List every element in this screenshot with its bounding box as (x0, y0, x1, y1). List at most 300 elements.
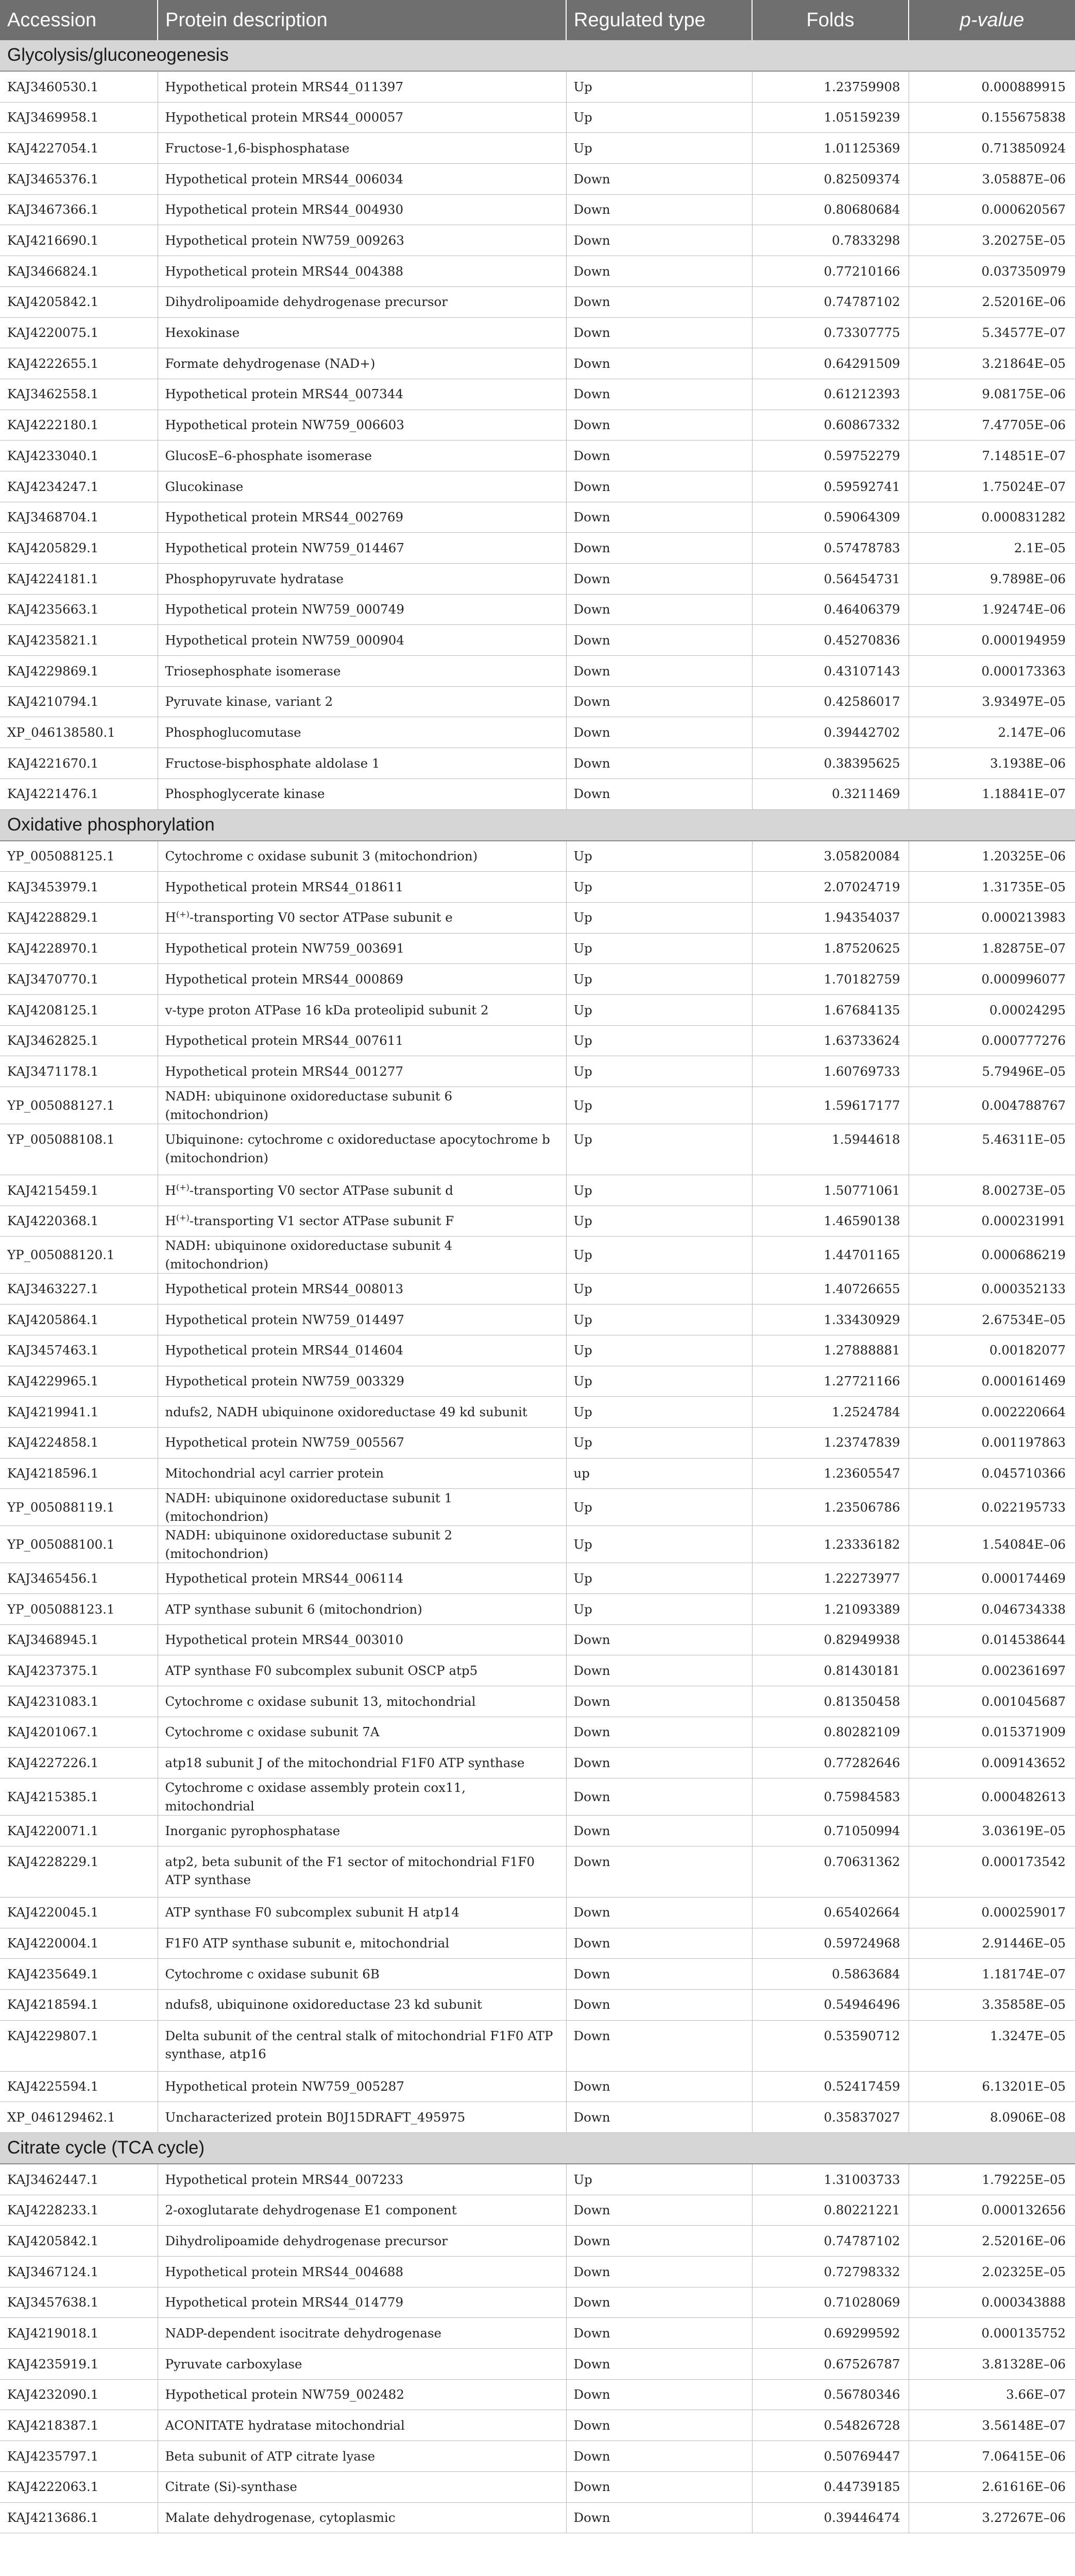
table-row (0, 1717, 1075, 1748)
folds-cell: 0.56780346 (752, 2379, 909, 2410)
accession-cell: KAJ3457463.1 (0, 1335, 158, 1366)
accession-cell: KAJ4235821.1 (0, 625, 158, 656)
folds-cell: 1.22273977 (752, 1563, 909, 1594)
table-row (0, 1594, 1075, 1625)
folds-cell: 0.7833298 (752, 225, 909, 256)
description-cell: F1F0 ATP synthase subunit e, mitochondrial (158, 1928, 566, 1959)
regulated-type-cell: Down (566, 1897, 752, 1928)
pvalue-cell: 7.47705E–06 (909, 410, 1075, 440)
regulated-type-cell: Down (566, 686, 752, 717)
regulated-type-cell: Down (566, 225, 752, 256)
folds-cell: 0.71028069 (752, 2287, 909, 2318)
accession-cell: KAJ4235919.1 (0, 2349, 158, 2380)
accession-cell: KAJ3463227.1 (0, 1274, 158, 1304)
folds-cell: 1.05159239 (752, 102, 909, 133)
accession-cell: KAJ4231083.1 (0, 1686, 158, 1717)
regulated-type-cell: Down (566, 2502, 752, 2533)
pvalue-cell: 3.20275E–05 (909, 225, 1075, 256)
folds-cell: 0.56454731 (752, 564, 909, 595)
regulated-type-cell: Up (566, 1175, 752, 1206)
accession-cell: KAJ4225594.1 (0, 2071, 158, 2102)
pvalue-cell: 2.52016E–06 (909, 2226, 1075, 2257)
header-pvalue (909, 0, 1075, 40)
table-row (0, 2471, 1075, 2502)
folds-cell: 0.77210166 (752, 256, 909, 287)
regulated-type-cell: Down (566, 2410, 752, 2441)
regulated-type-cell: Down (566, 2349, 752, 2380)
description-cell: Mitochondrial acyl carrier protein (158, 1458, 566, 1489)
pvalue-cell: 0.045710366 (909, 1458, 1075, 1489)
folds-cell: 0.61212393 (752, 379, 909, 410)
accession-cell: KAJ4215459.1 (0, 1175, 158, 1206)
description-cell: Cytochrome c oxidase assembly protein cox11, mitochondrial (158, 1778, 566, 1816)
accession-cell: KAJ4220071.1 (0, 1816, 158, 1846)
accession-cell: KAJ4205829.1 (0, 533, 158, 564)
table-row (0, 2195, 1075, 2226)
regulated-type-cell: Down (566, 1717, 752, 1748)
description-cell: Cytochrome c oxidase subunit 3 (mitochondrion) (158, 841, 566, 872)
pvalue-cell: 0.000231991 (909, 1206, 1075, 1236)
pvalue-cell: 0.022195733 (909, 1489, 1075, 1526)
regulated-type-cell: Down (566, 1959, 752, 1990)
folds-cell: 0.38395625 (752, 748, 909, 779)
pvalue-cell: 0.000352133 (909, 1274, 1075, 1304)
table-row (0, 1366, 1075, 1397)
regulated-type-cell: Down (566, 164, 752, 195)
table-row (0, 656, 1075, 687)
accession-cell: KAJ4218387.1 (0, 2410, 158, 2441)
description-cell: Hypothetical protein NW759_003691 (158, 933, 566, 964)
pvalue-cell: 0.000161469 (909, 1366, 1075, 1397)
accession-cell: KAJ3471178.1 (0, 1056, 158, 1087)
folds-cell: 0.59064309 (752, 502, 909, 533)
accession-cell: KAJ4222063.1 (0, 2471, 158, 2502)
pvalue-cell: 2.61616E–06 (909, 2471, 1075, 2502)
accession-cell: KAJ4229869.1 (0, 656, 158, 687)
accession-cell: KAJ4228829.1 (0, 902, 158, 933)
regulated-type-cell: Down (566, 748, 752, 779)
folds-cell: 1.23336182 (752, 1526, 909, 1563)
description-cell: NADH: ubiquinone oxidoreductase subunit 6 (mitochondrion) (158, 1087, 566, 1124)
description-cell: H(+)-transporting V1 sector ATPase subunit F (158, 1206, 566, 1236)
regulated-type-cell: up (566, 1458, 752, 1489)
regulated-type-cell: Down (566, 2471, 752, 2502)
table-row (0, 2502, 1075, 2533)
description-cell: ndufs8, ubiquinone oxidoreductase 23 kd subunit (158, 1989, 566, 2020)
table-row (0, 933, 1075, 964)
table-row (0, 410, 1075, 440)
regulated-type-cell: Down (566, 2020, 752, 2071)
pvalue-cell: 0.046734338 (909, 1594, 1075, 1625)
pvalue-cell: 0.000194959 (909, 625, 1075, 656)
pvalue-cell: 1.31735E–05 (909, 872, 1075, 903)
pvalue-cell: 7.14851E–07 (909, 440, 1075, 471)
regulated-type-cell: Down (566, 2257, 752, 2287)
pvalue-cell: 5.46311E–05 (909, 1124, 1075, 1175)
folds-cell: 1.46590138 (752, 1206, 909, 1236)
table-row (0, 1304, 1075, 1335)
table-row (0, 841, 1075, 872)
description-cell: Ubiquinone: cytochrome c oxidoreductase apocytochrome b (mitochondrion) (158, 1124, 566, 1175)
description-cell: atp18 subunit J of the mitochondrial F1F0 ATP synthase (158, 1748, 566, 1778)
regulated-type-cell: Down (566, 1748, 752, 1778)
accession-cell: KAJ3470770.1 (0, 964, 158, 995)
accession-cell: KAJ4232090.1 (0, 2379, 158, 2410)
pvalue-cell: 0.009143652 (909, 1748, 1075, 1778)
table-row (0, 872, 1075, 903)
table-row (0, 2287, 1075, 2318)
description-cell: Hypothetical protein MRS44_011397 (158, 71, 566, 102)
pvalue-cell: 0.000213983 (909, 902, 1075, 933)
accession-cell: KAJ4205842.1 (0, 2226, 158, 2257)
folds-cell: 1.94354037 (752, 902, 909, 933)
section-title: Citrate cycle (TCA cycle) (0, 2132, 1075, 2164)
regulated-type-cell: Down (566, 410, 752, 440)
description-cell: Phosphopyruvate hydratase (158, 564, 566, 595)
section-title: Oxidative phosphorylation (0, 809, 1075, 841)
folds-cell: 1.2524784 (752, 1397, 909, 1428)
table-row (0, 1989, 1075, 2020)
folds-cell: 0.50769447 (752, 2441, 909, 2472)
pvalue-cell: 1.92474E–06 (909, 594, 1075, 625)
accession-cell: KAJ3469958.1 (0, 102, 158, 133)
table-row (0, 2257, 1075, 2287)
folds-cell: 0.57478783 (752, 533, 909, 564)
table-row (0, 1056, 1075, 1087)
accession-cell: KAJ4233040.1 (0, 440, 158, 471)
folds-cell: 0.59724968 (752, 1928, 909, 1959)
section-title: Glycolysis/gluconeogenesis (0, 40, 1075, 71)
description-cell: Pyruvate kinase, variant 2 (158, 686, 566, 717)
regulated-type-cell: Up (566, 2164, 752, 2195)
table-row (0, 533, 1075, 564)
accession-cell: KAJ4224858.1 (0, 1427, 158, 1458)
description-cell: Hypothetical protein MRS44_004388 (158, 256, 566, 287)
folds-cell: 1.60769733 (752, 1056, 909, 1087)
table-row (0, 164, 1075, 195)
table-row (0, 1397, 1075, 1428)
description-cell: Hypothetical protein MRS44_008013 (158, 1274, 566, 1304)
description-cell: Glucokinase (158, 471, 566, 502)
regulated-type-cell: Down (566, 194, 752, 225)
pvalue-cell: 9.7898E–06 (909, 564, 1075, 595)
folds-cell: 0.82949938 (752, 1624, 909, 1655)
folds-cell: 1.01125369 (752, 133, 909, 164)
table-header (0, 0, 1075, 40)
pvalue-cell: 0.000135752 (909, 2318, 1075, 2349)
table-row (0, 256, 1075, 287)
accession-cell: KAJ4205864.1 (0, 1304, 158, 1335)
description-cell: NADH: ubiquinone oxidoreductase subunit 1 (mitochondrion) (158, 1489, 566, 1526)
folds-cell: 1.23747839 (752, 1427, 909, 1458)
folds-cell: 1.70182759 (752, 964, 909, 995)
description-cell: Phosphoglycerate kinase (158, 778, 566, 809)
table-row (0, 1563, 1075, 1594)
section-header-row (0, 40, 1075, 71)
description-cell: H(+)-transporting V0 sector ATPase subunit e (158, 902, 566, 933)
table-row (0, 1748, 1075, 1778)
accession-cell: XP_046129462.1 (0, 2102, 158, 2133)
pvalue-cell: 0.015371909 (909, 1717, 1075, 1748)
description-cell: Hypothetical protein MRS44_000057 (158, 102, 566, 133)
accession-cell: KAJ4221670.1 (0, 748, 158, 779)
description-cell: Citrate (Si)-synthase (158, 2471, 566, 2502)
accession-cell: KAJ3467366.1 (0, 194, 158, 225)
description-cell: Cytochrome c oxidase subunit 7A (158, 1717, 566, 1748)
folds-cell: 0.75984583 (752, 1778, 909, 1816)
pvalue-cell: 0.000132656 (909, 2195, 1075, 2226)
pvalue-cell: 0.713850924 (909, 133, 1075, 164)
regulated-type-cell: Down (566, 2195, 752, 2226)
regulated-type-cell: Down (566, 502, 752, 533)
accession-cell: KAJ4220368.1 (0, 1206, 158, 1236)
header-accession: Accession (0, 0, 158, 40)
description-cell: Triosephosphate isomerase (158, 656, 566, 687)
accession-cell: KAJ4215385.1 (0, 1778, 158, 1816)
accession-cell: KAJ3466824.1 (0, 256, 158, 287)
regulated-type-cell: Down (566, 2226, 752, 2257)
description-cell: ATP synthase F0 subcomplex subunit OSCP atp5 (158, 1655, 566, 1686)
accession-cell: YP_005088123.1 (0, 1594, 158, 1625)
regulated-type-cell: Down (566, 471, 752, 502)
table-row (0, 1897, 1075, 1928)
regulated-type-cell: Up (566, 872, 752, 903)
regulated-type-cell: Up (566, 933, 752, 964)
folds-cell: 0.72798332 (752, 2257, 909, 2287)
accession-cell: KAJ4213686.1 (0, 2502, 158, 2533)
folds-cell: 0.39446474 (752, 2502, 909, 2533)
regulated-type-cell: Down (566, 317, 752, 348)
accession-cell: KAJ4235663.1 (0, 594, 158, 625)
accession-cell: KAJ4221476.1 (0, 778, 158, 809)
pvalue-cell: 0.000482613 (909, 1778, 1075, 1816)
description-cell: Hypothetical protein NW759_000904 (158, 625, 566, 656)
folds-cell: 0.80680684 (752, 194, 909, 225)
table-row (0, 71, 1075, 102)
pvalue-cell: 3.21864E–05 (909, 348, 1075, 379)
regulated-type-cell: Up (566, 1397, 752, 1428)
folds-cell: 0.64291509 (752, 348, 909, 379)
pvalue-cell: 3.03619E–05 (909, 1816, 1075, 1846)
folds-cell: 3.05820084 (752, 841, 909, 872)
description-cell: H(+)-transporting V0 sector ATPase subunit d (158, 1175, 566, 1206)
accession-cell: KAJ4218594.1 (0, 1989, 158, 2020)
accession-cell: KAJ4235649.1 (0, 1959, 158, 1990)
description-cell: NADH: ubiquinone oxidoreductase subunit 2 (mitochondrion) (158, 1526, 566, 1563)
regulated-type-cell: Up (566, 1206, 752, 1236)
folds-cell: 0.74787102 (752, 2226, 909, 2257)
folds-cell: 2.07024719 (752, 872, 909, 903)
description-cell: Cytochrome c oxidase subunit 6B (158, 1959, 566, 1990)
regulated-type-cell: Down (566, 1928, 752, 1959)
table-row (0, 2379, 1075, 2410)
accession-cell: KAJ4227054.1 (0, 133, 158, 164)
folds-cell: 0.74787102 (752, 286, 909, 317)
pvalue-cell: 7.06415E–06 (909, 2441, 1075, 2472)
table-row (0, 2226, 1075, 2257)
accession-cell: KAJ4237375.1 (0, 1655, 158, 1686)
folds-cell: 0.35837027 (752, 2102, 909, 2133)
accession-cell: KAJ4227226.1 (0, 1748, 158, 1778)
table-row (0, 1686, 1075, 1717)
table-row (0, 2102, 1075, 2133)
accession-cell: KAJ3462558.1 (0, 379, 158, 410)
accession-cell: KAJ4219941.1 (0, 1397, 158, 1428)
description-cell: Inorganic pyrophosphatase (158, 1816, 566, 1846)
header-pvalue-label: p-value (960, 9, 1025, 31)
accession-cell: YP_005088119.1 (0, 1489, 158, 1526)
pvalue-cell: 0.000343888 (909, 2287, 1075, 2318)
pvalue-cell: 3.56148E–07 (909, 2410, 1075, 2441)
description-cell: Hypothetical protein MRS44_006114 (158, 1563, 566, 1594)
pvalue-cell: 1.18174E–07 (909, 1959, 1075, 1990)
regulated-type-cell: Up (566, 1526, 752, 1563)
pvalue-cell: 0.00182077 (909, 1335, 1075, 1366)
accession-cell: KAJ3468704.1 (0, 502, 158, 533)
regulated-type-cell: Down (566, 2379, 752, 2410)
accession-cell: KAJ4235797.1 (0, 2441, 158, 2472)
pvalue-cell: 0.000686219 (909, 1236, 1075, 1274)
section-header-row (0, 2132, 1075, 2164)
regulated-type-cell: Down (566, 1624, 752, 1655)
pvalue-cell: 0.014538644 (909, 1624, 1075, 1655)
folds-cell: 1.23759908 (752, 71, 909, 102)
description-cell: Hypothetical protein MRS44_007344 (158, 379, 566, 410)
pvalue-cell: 0.001197863 (909, 1427, 1075, 1458)
accession-cell: KAJ4228233.1 (0, 2195, 158, 2226)
pvalue-cell: 0.001045687 (909, 1686, 1075, 1717)
accession-cell: KAJ4220075.1 (0, 317, 158, 348)
pvalue-cell: 0.000620567 (909, 194, 1075, 225)
pvalue-cell: 6.13201E–05 (909, 2071, 1075, 2102)
description-cell: NADH: ubiquinone oxidoreductase subunit 4 (mitochondrion) (158, 1236, 566, 1274)
regulated-type-cell: Up (566, 1563, 752, 1594)
description-cell: Hypothetical protein NW759_006603 (158, 410, 566, 440)
pvalue-cell: 5.34577E–07 (909, 317, 1075, 348)
pvalue-cell: 0.000173542 (909, 1846, 1075, 1897)
table-row (0, 1624, 1075, 1655)
table-row (0, 594, 1075, 625)
pvalue-cell: 3.81328E–06 (909, 2349, 1075, 2380)
folds-cell: 1.5944618 (752, 1124, 909, 1175)
accession-cell: KAJ3468945.1 (0, 1624, 158, 1655)
regulated-type-cell: Down (566, 2318, 752, 2349)
description-cell: v-type proton ATPase 16 kDa proteolipid subunit 2 (158, 994, 566, 1025)
pvalue-cell: 2.67534E–05 (909, 1304, 1075, 1335)
table-row (0, 686, 1075, 717)
description-cell: Formate dehydrogenase (NAD+) (158, 348, 566, 379)
table-row (0, 348, 1075, 379)
folds-cell: 0.77282646 (752, 1748, 909, 1778)
table-row (0, 778, 1075, 809)
pvalue-cell: 0.000777276 (909, 1025, 1075, 1056)
description-cell: Hypothetical protein NW759_014467 (158, 533, 566, 564)
section-header-row (0, 809, 1075, 841)
description-cell: Hypothetical protein MRS44_004688 (158, 2257, 566, 2287)
accession-cell: KAJ4216690.1 (0, 225, 158, 256)
description-cell: Hypothetical protein MRS44_006034 (158, 164, 566, 195)
folds-cell: 0.69299592 (752, 2318, 909, 2349)
folds-cell: 0.65402664 (752, 1897, 909, 1928)
header-regulated-type: Regulated type (566, 0, 752, 40)
description-cell: Hypothetical protein MRS44_007233 (158, 2164, 566, 2195)
table-row (0, 471, 1075, 502)
description-cell: atp2, beta subunit of the F1 sector of mitochondrial F1F0 ATP synthase (158, 1846, 566, 1897)
description-cell: Fructose-bisphosphate aldolase 1 (158, 748, 566, 779)
table-body (0, 40, 1075, 2533)
table-row (0, 625, 1075, 656)
pvalue-cell: 0.000174469 (909, 1563, 1075, 1594)
pvalue-cell: 2.1E–05 (909, 533, 1075, 564)
folds-cell: 0.59752279 (752, 440, 909, 471)
table-row (0, 1175, 1075, 1206)
accession-cell: KAJ3462825.1 (0, 1025, 158, 1056)
pvalue-cell: 0.002361697 (909, 1655, 1075, 1686)
folds-cell: 1.50771061 (752, 1175, 909, 1206)
pvalue-cell: 0.000259017 (909, 1897, 1075, 1928)
folds-cell: 0.5863684 (752, 1959, 909, 1990)
table-row (0, 440, 1075, 471)
folds-cell: 1.59617177 (752, 1087, 909, 1124)
table-row (0, 2410, 1075, 2441)
regulated-type-cell: Down (566, 286, 752, 317)
folds-cell: 0.45270836 (752, 625, 909, 656)
description-cell: Delta subunit of the central stalk of mitochondrial F1F0 ATP synthase, atp16 (158, 2020, 566, 2071)
description-cell: Phosphoglucomutase (158, 717, 566, 748)
accession-cell: KAJ4228229.1 (0, 1846, 158, 1897)
table-row (0, 1087, 1075, 1124)
pvalue-cell: 0.000831282 (909, 502, 1075, 533)
pvalue-cell: 1.75024E–07 (909, 471, 1075, 502)
regulated-type-cell: Down (566, 594, 752, 625)
accession-cell: YP_005088100.1 (0, 1526, 158, 1563)
folds-cell: 0.39442702 (752, 717, 909, 748)
table-row (0, 1655, 1075, 1686)
description-cell: Hypothetical protein MRS44_002769 (158, 502, 566, 533)
table-row (0, 1206, 1075, 1236)
table-row (0, 102, 1075, 133)
table-row (0, 2164, 1075, 2195)
regulated-type-cell: Up (566, 1274, 752, 1304)
description-cell: Hypothetical protein MRS44_014779 (158, 2287, 566, 2318)
regulated-type-cell: Up (566, 102, 752, 133)
regulated-type-cell: Down (566, 2102, 752, 2133)
table-row (0, 1427, 1075, 1458)
accession-cell: KAJ4234247.1 (0, 471, 158, 502)
pvalue-cell: 1.54084E–06 (909, 1526, 1075, 1563)
folds-cell: 0.43107143 (752, 656, 909, 687)
folds-cell: 0.53590712 (752, 2020, 909, 2071)
accession-cell: YP_005088127.1 (0, 1087, 158, 1124)
folds-cell: 0.70631362 (752, 1846, 909, 1897)
pvalue-cell: 3.93497E–05 (909, 686, 1075, 717)
table-row (0, 1489, 1075, 1526)
accession-cell: YP_005088125.1 (0, 841, 158, 872)
folds-cell: 0.59592741 (752, 471, 909, 502)
regulated-type-cell: Up (566, 902, 752, 933)
regulated-type-cell: Down (566, 533, 752, 564)
folds-cell: 0.81350458 (752, 1686, 909, 1717)
table-row (0, 133, 1075, 164)
accession-cell: KAJ3462447.1 (0, 2164, 158, 2195)
table-row (0, 194, 1075, 225)
regulated-type-cell: Up (566, 994, 752, 1025)
accession-cell: KAJ4205842.1 (0, 286, 158, 317)
table-row (0, 1846, 1075, 1897)
regulated-type-cell: Down (566, 778, 752, 809)
description-cell: Fructose-1,6-bisphosphatase (158, 133, 566, 164)
accession-cell: XP_046138580.1 (0, 717, 158, 748)
